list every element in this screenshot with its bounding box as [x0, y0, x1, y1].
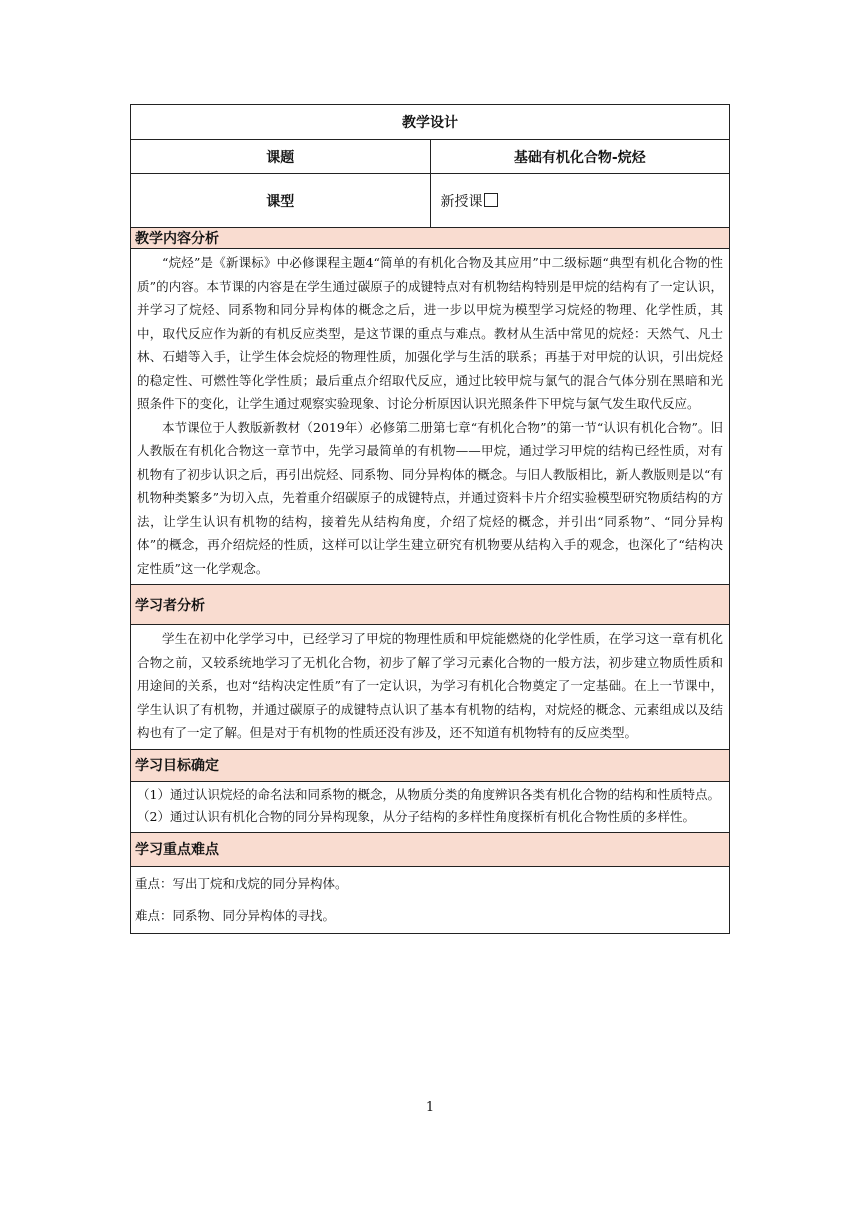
- key-points-heading: 学习重点难点: [131, 832, 730, 866]
- key-point-focus: 重点：写出丁烷和戊烷的同分异构体。: [135, 875, 348, 891]
- content-analysis-paragraph-1: “烷烃”是《新课标》中必修课程主题4“简单的有机化合物及其应用”中二级标题“典型有机化合物的性质”的内容。本节课的内容是在学生通过碳原子的成键特点对有机物结构特别是甲烷的结构有了一定认识，并学习了烷烃、同系物和同分异构体的概念之后，进一步以甲烷为模型学习烷烃的物理、化学性质，其中，取代反应作为新的有机反应类型，是这节课的重点与难点。教材从生活中常见的烷烃：天然气、凡士林、石蜡等入手，让学生体会烷烃的物理性质，加强化学与生活的联系；再基于对甲烷的认识，引出烷烃的稳定性、可燃性等化学性质；最后重点介绍取代反应，通过比较甲烷与氯气的混合气体分别在黑暗和光照条件下的变化，让学生通过观察实验现象、讨论分析原因认识光照条件下甲烷与氯气发生取代反应。: [137, 255, 723, 411]
- content-analysis-head-row: [131, 228, 730, 249]
- topic-label: 课题: [131, 140, 431, 174]
- type-label: 课型: [131, 174, 431, 228]
- content-analysis-heading: 教学内容分析: [131, 228, 730, 249]
- key-points-body: [131, 866, 730, 933]
- content-analysis-paragraph-2: 本节课位于人教版新教材（2019年）必修第二册第七章“有机化合物”的第一节“认识有机化合物”。旧人教版在有机化合物这一章节中，先学习最简单的有机物——甲烷，通过学习甲烷的结构已经性质，对有机物有了初步认识之后，再引出烷烃、同系物、同分异构体的概念。与旧人教版相比，新人教版则是以“有机物种类繁多”为切入点，先着重介绍碳原子的成键特点，并通过资料卡片介绍实验模型研究物质结构的方法，让学生认识有机物的结构，接着先从结构角度，介绍了烷烃的概念，并引出“同系物”、“同分异构体”的概念，再介绍烷烃的性质，这样可以让学生建立研究有机物要从结构入手的观念，也深化了“结构决定性质”这一化学观念。: [137, 419, 723, 576]
- title-row: [131, 105, 730, 140]
- objectives-body: [131, 781, 730, 832]
- page-number: 1: [425, 1100, 435, 1115]
- learner-analysis-body: [131, 625, 730, 750]
- key-points-body-row: [131, 866, 730, 933]
- objectives-head-row: [131, 749, 730, 781]
- lesson-plan-table: [130, 104, 730, 934]
- learner-analysis-head-row: [131, 585, 730, 625]
- content-analysis-body-row: [131, 249, 730, 585]
- objectives-heading: 学习目标确定: [131, 749, 730, 781]
- key-point-difficulty: 难点：同系物、同分异构体的寻找。: [135, 907, 336, 923]
- learner-analysis-body-row: [131, 625, 730, 750]
- topic-row: [131, 140, 730, 174]
- objective-1: （1）通过认识烷烃的命名法和同系物的概念，从物质分类的角度辨识各类有机化合物的结构和性质特点。: [137, 786, 720, 802]
- key-points-head-row: [131, 832, 730, 866]
- type-cell: [430, 174, 730, 228]
- checkbox-icon: [484, 193, 498, 207]
- topic-value: 基础有机化合物-烷烃: [430, 140, 730, 174]
- learner-analysis-paragraph: 学生在初中化学学习中，已经学习了甲烷的物理性质和甲烷能燃烧的化学性质，在学习这一章有机化合物之前，又较系统地学习了无机化合物，初步了解了学习元素化合物的一般方法，初步建立物质性质和用途间的关系，也对“结构决定性质”有了一定认识，为学习有机化合物奠定了一定基础。在上一节课中，学生认识了有机物，并通过碳原子的成键特点认识了基本有机物的结构，对烷烃的概念、元素组成以及结构也有了一定了解。但是对于有机物的性质还没有涉及，还不知道有机物特有的反应类型。: [137, 631, 723, 740]
- learner-analysis-heading: 学习者分析: [131, 585, 730, 625]
- type-row: [131, 174, 730, 228]
- doc-title: 教学设计: [131, 105, 730, 140]
- objective-2: （2）通过认识有机化合物的同分异构现象，从分子结构的多样性角度探析有机化合物性质的多样性。: [137, 808, 695, 824]
- objectives-body-row: [131, 781, 730, 832]
- content-analysis-body: [131, 249, 730, 585]
- lesson-plan-sheet: [130, 104, 730, 934]
- type-value: 新授课: [440, 193, 483, 210]
